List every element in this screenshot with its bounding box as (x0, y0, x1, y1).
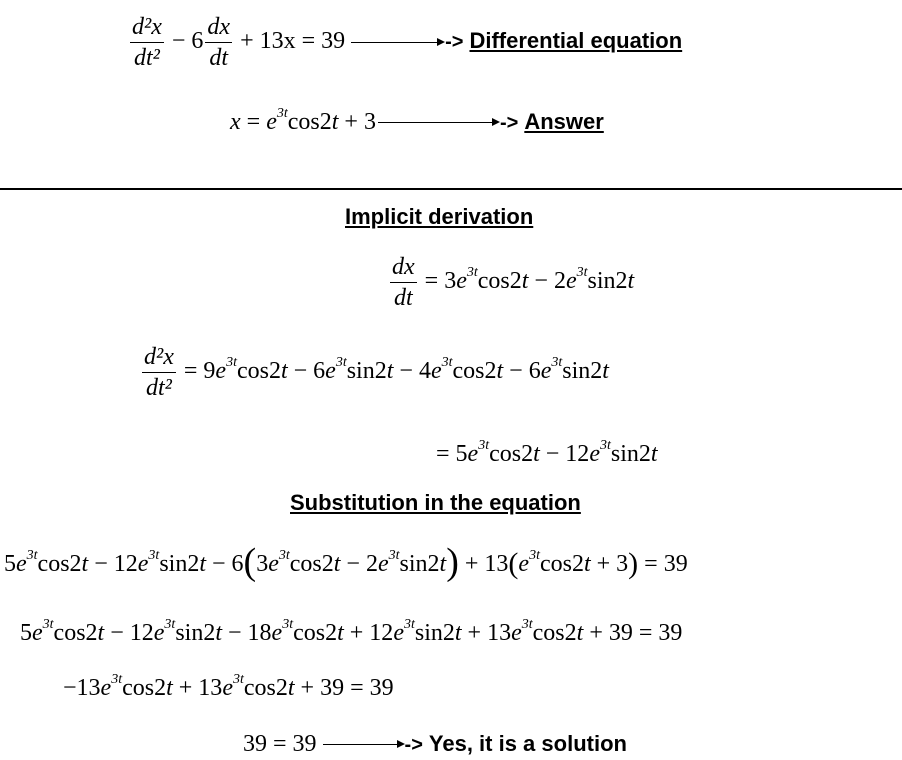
fraction-denominator: dt (209, 45, 229, 71)
substitution-heading: Substitution in the equation (290, 490, 581, 515)
answer-equation: $x = e^{3t}\cos 2t + 3$ (230, 106, 376, 135)
second-derivative-rhs: = $9e^{3t}\cos 2t - 6e^{3t}\sin 2t - 4e^{3t}\cos 2t - 6e^{3t}\sin 2t$ (183, 355, 609, 385)
differential-equation-line (128, 12, 682, 73)
substitution-line-1: $5e^{3t}\cos 2t - 12e^{3t}\sin 2t - 6(3e^{3t}\cos 2t - 2e^{3t}\sin 2t) + 13(e^{3t}\cos 2t + 3) = 39$ (4, 541, 688, 583)
first-derivative-line (388, 252, 634, 313)
fraction-denominator: dt² (145, 375, 172, 401)
conclusion-equation: 39 = 39 (243, 731, 317, 757)
section-divider (0, 188, 902, 190)
d2x-dt2-fraction (142, 342, 176, 403)
fraction-numerator: dx (205, 12, 232, 43)
fraction-denominator: dt² (133, 45, 160, 71)
coefficient-minus-six: − 6 (171, 28, 204, 55)
arrow-icon (323, 744, 403, 746)
fraction-numerator: d²x (142, 342, 176, 373)
arrow-text: -> (499, 112, 519, 134)
implicit-derivation-heading: Implicit derivation (345, 204, 534, 229)
differential-equation-label: Differential equation (469, 28, 683, 54)
equation-rhs: + 13x = 39 (240, 28, 346, 55)
answer-line (230, 107, 604, 138)
second-derivative-simplified: = $5e^{3t}\cos 2t - 12e^{3t}\sin 2t$ (436, 438, 658, 467)
substitution-line-2: $5e^{3t}\cos 2t - 12e^{3t}\sin 2t - 18e^{3t}\cos 2t + 12e^{3t}\sin 2t + 13e^{3t}\cos 2t + 39 = 39$ (20, 617, 683, 646)
dx-dt-fraction (390, 252, 417, 313)
conclusion-line (243, 729, 627, 760)
fraction-numerator: dx (390, 252, 417, 283)
substitution-line-3: $-13e^{3t}\cos 2t + 13e^{3t}\cos 2t + 39 = 39$ (63, 672, 394, 701)
arrow-icon (351, 42, 443, 44)
dx-dt-fraction (205, 12, 232, 73)
second-derivative-line (140, 342, 609, 403)
d2x-dt2-fraction (130, 12, 164, 73)
conclusion-text: Yes, it is a solution (428, 731, 627, 756)
first-derivative-rhs: = $3e^{3t}\cos 2t - 2e^{3t}\sin 2t$ (424, 265, 635, 295)
arrow-text: -> (445, 31, 464, 54)
arrow-icon (378, 122, 498, 124)
answer-label: Answer (524, 109, 604, 134)
fraction-numerator: d²x (130, 12, 164, 43)
arrow-text: -> (404, 734, 423, 756)
fraction-denominator: dt (393, 285, 413, 311)
